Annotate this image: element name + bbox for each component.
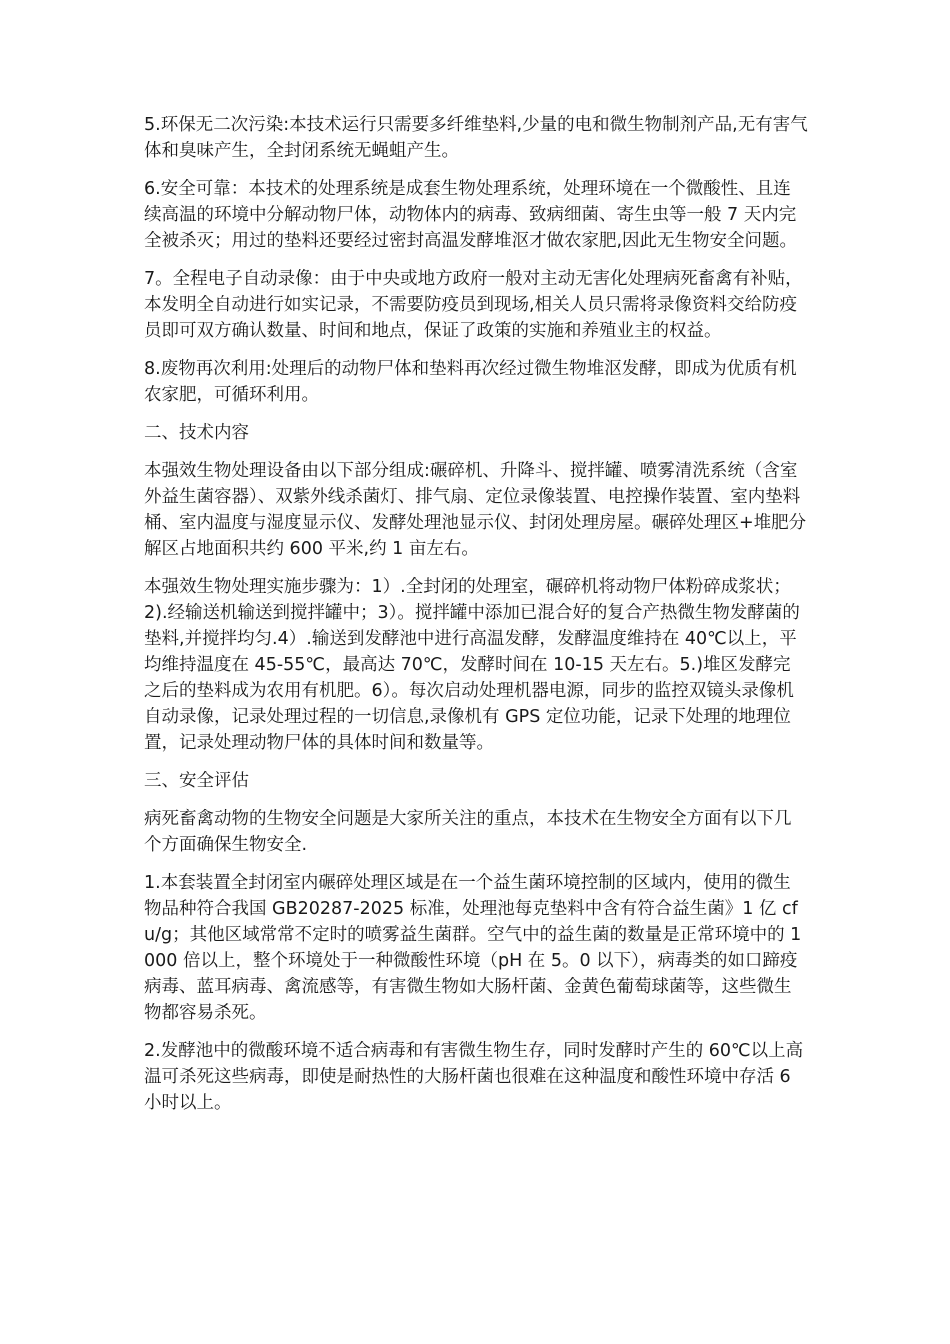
- paragraph-environmental: 5.环保无二次污染:本技术运行只需要多纤维垫料,少量的电和微生物制剂产品,无有害气体和臭味产生，全封闭系统无蝇蛆产生。: [144, 115, 808, 161]
- paragraph-biosafety-point-2: 2.发酵池中的微酸环境不适合病毒和有害微生物生存，同时发酵时产生的 60℃以上高温可杀死这些病毒，即使是耐热性的大肠杆菌也很难在这种温度和酸性环境中存活 6 小时以上。: [144, 1041, 804, 1113]
- paragraph-implementation-steps: 本强效生物处理实施步骤为：1）.全封闭的处理室，碾碎机将动物尸体粉碎成浆状；2).经输送机输送到搅拌罐中；3）。搅拌罐中添加已混合好的复合产热微生物发酵菌的垫料,并搅拌均匀.4）.输送到发酵池中进行高温发酵，发酵温度维持在 40℃以上，平均维持温度在 45-55℃，最高达 70℃，发酵时间在 10-15 天左右。5.)堆区发酵完之后的垫料成为农用有机肥。6）。每次启动处理机器电源，同步的监控双镜头录像机自动录像，记录处理过程的一切信息,录像机有 GPS 定位功能，记录下处理的地理位置，记录处理动物尸体的具体时间和数量等。: [144, 577, 800, 753]
- paragraph-video-recording: 7。全程电子自动录像：由于中央或地方政府一般对主动无害化处理病死畜禽有补贴，本发明全自动进行如实记录，不需要防疫员到现场,相关人员只需将录像资料交给防疫员即可双方确认数量、时间和地点，保证了政策的实施和养殖业主的权益。: [144, 269, 803, 341]
- paragraph-waste-reuse: 8.废物再次利用:处理后的动物尸体和垫料再次经过微生物堆沤发酵，即成为优质有机农家肥，可循环利用。: [144, 359, 797, 405]
- paragraph-biosafety-intro: 病死畜禽动物的生物安全问题是大家所关注的重点，本技术在生物安全方面有以下几个方面确保生物安全.: [144, 809, 792, 855]
- section-heading-safety-assessment: 三、安全评估: [144, 771, 249, 791]
- paragraph-equipment-components: 本强效生物处理设备由以下部分组成:碾碎机、升降斗、搅拌罐、喷雾清洗系统（含室外益生菌容器）、双紫外线杀菌灯、排气扇、定位录像装置、电控操作装置、室内垫料桶、室内温度与湿度显示仪、发酵处理池显示仪、封闭处理房屋。碾碎处理区+堆肥分解区占地面积共约 600 平米,约 1 亩左右。: [144, 461, 807, 559]
- document-page: [144, 112, 808, 1128]
- section-heading-technical-content: 二、技术内容: [144, 423, 249, 443]
- paragraph-safety: 6.安全可靠：本技术的处理系统是成套生物处理系统，处理环境在一个微酸性、且连续高温的环境中分解动物尸体，动物体内的病毒、致病细菌、寄生虫等一般 7 天内完全被杀灭；用过的垫料还要经过密封高温发酵堆沤才做农家肥,因此无生物安全问题。: [144, 179, 798, 251]
- paragraph-biosafety-point-1: 1.本套装置全封闭室内碾碎处理区域是在一个益生菌环境控制的区域内，使用的微生物品种符合我国 GB20287-2025 标准，处理池每克垫料中含有符合益生菌》1 亿 cfu/g；其他区域常常不定时的喷雾益生菌群。空气中的益生菌的数量是正常环境中的 1000 倍以上，整个环境处于一种微酸性环境（pH 在 5。0 以下），病毒类的如口蹄疫病毒、蓝耳病毒、禽流感等，有害微生物如大肠杆菌、金黄色葡萄球菌等，这些微生物都容易杀死。: [144, 873, 802, 1023]
